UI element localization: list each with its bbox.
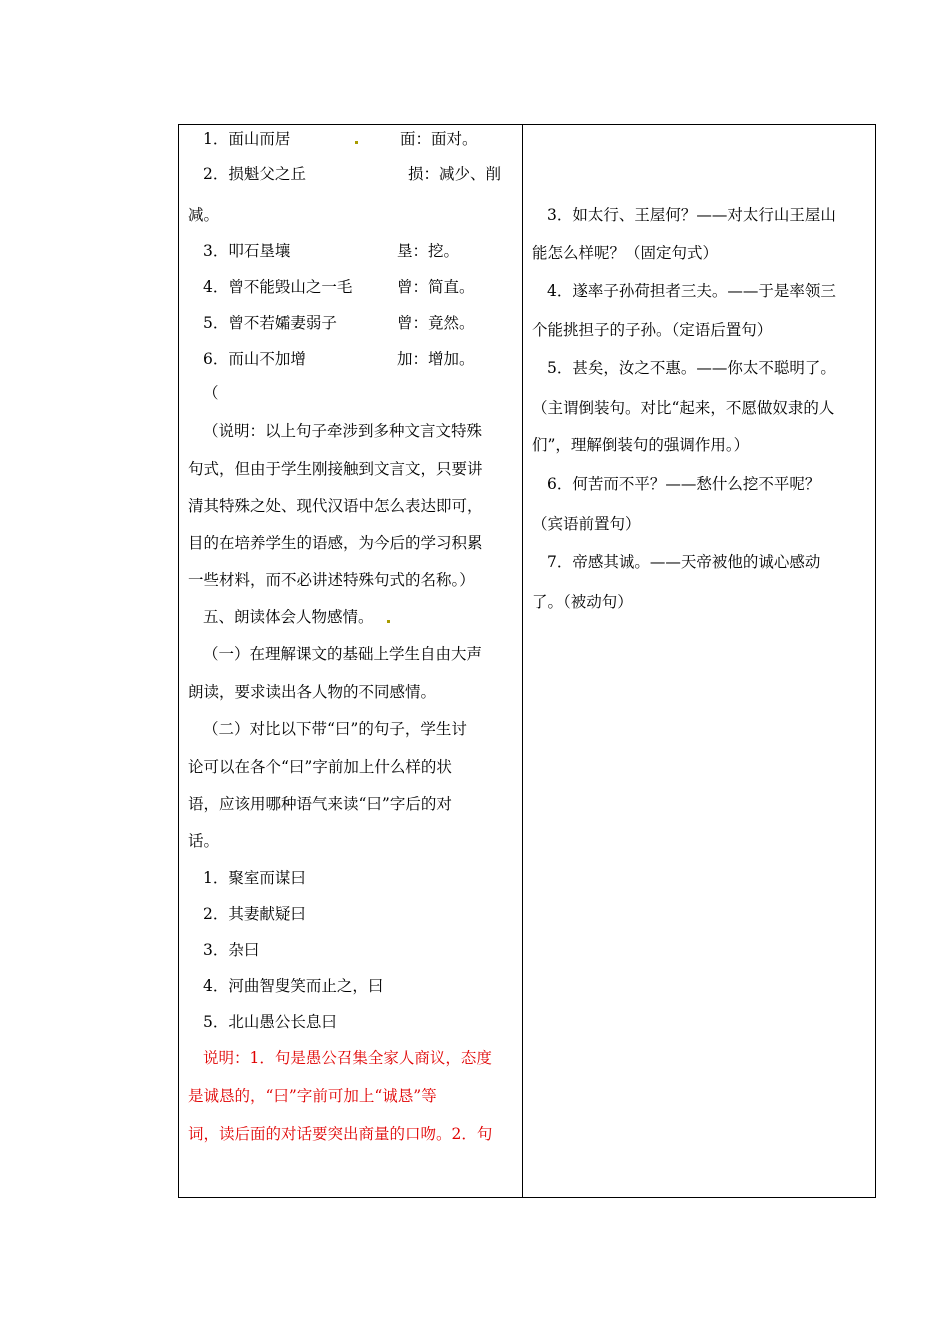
- mark-dot: [355, 141, 358, 144]
- right-line: 能怎么样呢？（固定句式）: [532, 244, 719, 262]
- red-note-line: 是诚恳的，“曰”字前可加上“诚恳”等: [188, 1087, 437, 1105]
- section-5-title: 五、朗读体会人物感情。: [203, 608, 374, 626]
- mark-dot: [387, 620, 390, 623]
- vocab-word-4: 4．曾不能毁山之一毛: [203, 278, 353, 296]
- yue-item: 5．北山愚公长息曰: [203, 1013, 337, 1031]
- note-line: 目的在培养学生的语感，为今后的学习积累: [188, 534, 483, 552]
- vocab-meaning-2: 损：减少、削: [408, 165, 502, 183]
- yue-item: 2．其妻献疑曰: [203, 905, 306, 923]
- right-line: 6．何苦而不平？——愁什么挖不平呢？: [547, 475, 821, 493]
- vocab-meaning-2-cont: 减。: [188, 206, 220, 224]
- vocab-meaning-3: 垦：挖。: [397, 242, 460, 260]
- note-line: 清其特殊之处、现代汉语中怎么表达即可，: [188, 497, 483, 515]
- right-line: 4．遂率子孙荷担者三夫。——于是率领三: [547, 282, 836, 300]
- vocab-meaning-5: 曾：竟然。: [397, 314, 475, 332]
- vocab-meaning-6: 加：增加。: [397, 350, 475, 368]
- note-line: （说明：以上句子牵涉到多种文言文特殊: [203, 422, 483, 440]
- right-line: 7．帝感其诚。——天帝被他的诚心感动: [547, 553, 821, 571]
- right-line: （宾语前置句）: [532, 515, 641, 533]
- stray-paren: （: [203, 384, 219, 402]
- right-line: （主谓倒装句。对比“起来，不愿做奴隶的人: [532, 399, 835, 417]
- vocab-meaning-1: 面：面对。: [400, 130, 478, 148]
- red-note-line: 说明：1．句是愚公召集全家人商议，态度: [203, 1049, 492, 1067]
- right-line: 们”，理解倒装句的强调作用。）: [532, 436, 750, 454]
- right-line: 5．甚矣，汝之不惠。——你太不聪明了。: [547, 359, 836, 377]
- sub2-line: 语，应该用哪种语气来读“曰”字后的对: [188, 795, 452, 813]
- right-line: 3．如太行、王屋何？——对太行山王屋山: [547, 206, 836, 224]
- lesson-table: [178, 124, 876, 1198]
- sub2-line: 话。: [188, 832, 220, 850]
- note-line: 一些材料，而不必讲述特殊句式的名称。）: [188, 571, 475, 589]
- yue-item: 1．聚室而谋曰: [203, 869, 306, 887]
- sub2-line: 论可以在各个“曰”字前加上什么样的状: [188, 758, 452, 776]
- yue-item: 4．河曲智叟笑而止之，曰: [203, 977, 384, 995]
- vocab-word-1: 1．面山而居: [203, 130, 291, 148]
- right-line: 个能挑担子的子孙。（定语后置句）: [532, 321, 773, 339]
- vocab-word-6: 6．而山不加增: [203, 350, 306, 368]
- vocab-word-2: 2．损魁父之丘: [203, 165, 306, 183]
- column-divider: [522, 125, 523, 1197]
- sub2-line: （二）对比以下带“曰”的句子，学生讨: [203, 720, 467, 738]
- sub1-line: 朗读，要求读出各人物的不同感情。: [188, 683, 437, 701]
- vocab-meaning-4: 曾：简直。: [397, 278, 475, 296]
- red-note-line: 词，读后面的对话要突出商量的口吻。2．句: [188, 1125, 493, 1143]
- vocab-word-5: 5．曾不若孀妻弱子: [203, 314, 337, 332]
- right-line: 了。（被动句）: [532, 593, 633, 611]
- sub1-line: （一）在理解课文的基础上学生自由大声: [203, 645, 483, 663]
- note-line: 句式，但由于学生刚接触到文言文，只要讲: [188, 460, 483, 478]
- vocab-word-3: 3．叩石垦壤: [203, 242, 291, 260]
- yue-item: 3．杂曰: [203, 941, 260, 959]
